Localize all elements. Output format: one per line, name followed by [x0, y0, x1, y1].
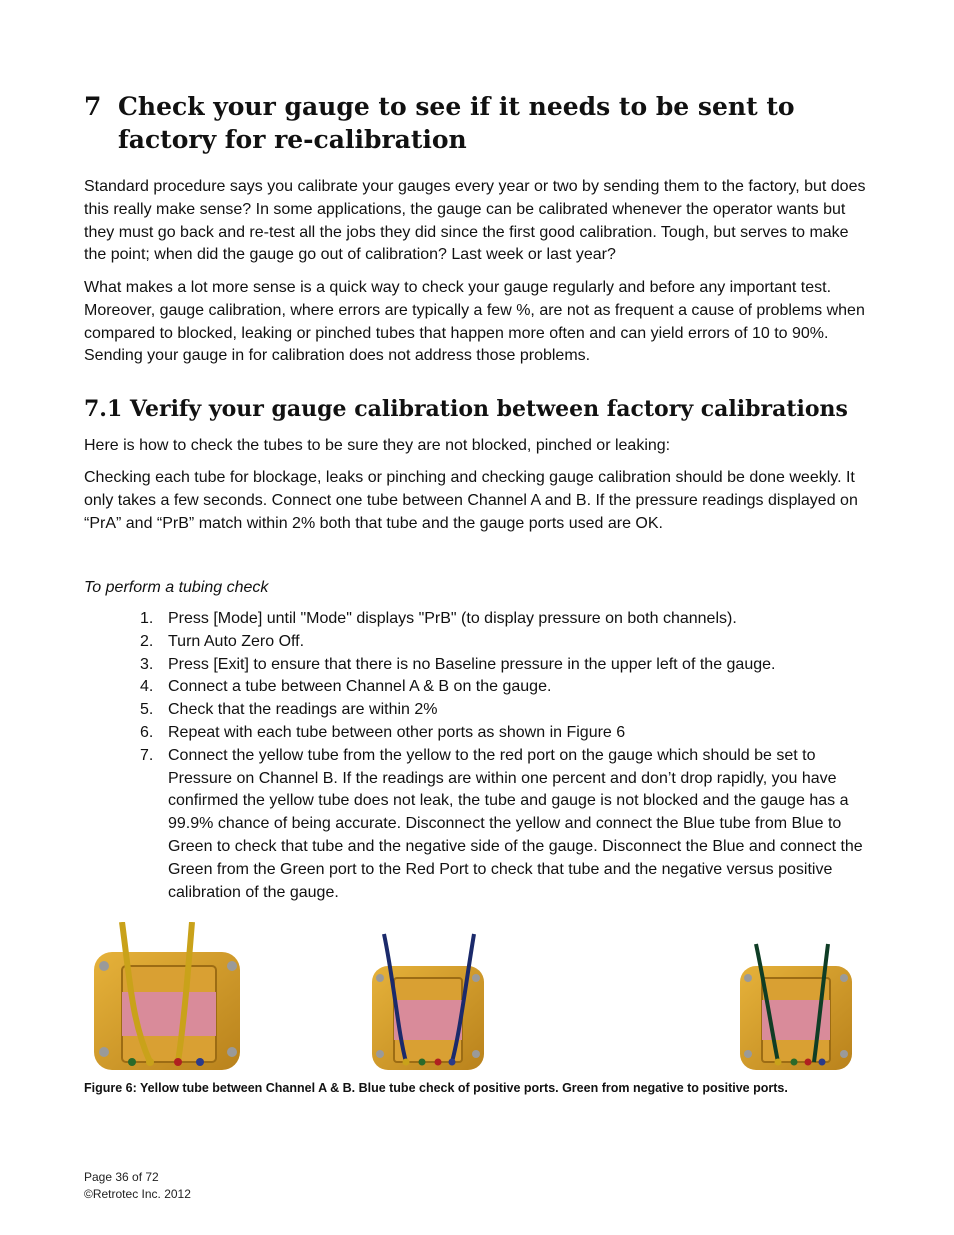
step-number: 7. [140, 746, 154, 764]
step-text: Connect a tube between Channel A & B on the gauge. [168, 678, 552, 696]
screw-icon [840, 1050, 848, 1058]
list-item [84, 631, 864, 654]
port-icon [128, 1058, 136, 1066]
list-item [84, 608, 864, 631]
yellow-tube-photo [92, 922, 244, 1070]
screw-icon [227, 961, 237, 971]
gauge-display [394, 1000, 462, 1040]
port-icon [403, 1059, 410, 1066]
step-text: Turn Auto Zero Off. [168, 632, 305, 650]
screw-icon [744, 1050, 752, 1058]
step-text: Repeat with each tube between other ports as shown in Figure 6 [168, 723, 626, 741]
step-number: 5. [140, 701, 154, 719]
section-paragraph-1: Here is how to check the tubes to be sure they are not blocked, pinched or leaking: [84, 437, 671, 454]
list-item [84, 676, 864, 699]
step-text: Press [Mode] until "Mode" displays "PrB" (to display pressure on both channels). [168, 610, 737, 627]
procedure-steps [84, 608, 864, 904]
section-paragraph-2: Checking each tube for blockage, leaks or pinching and checking gauge calibration should be done weekly. It only takes a few seconds. Connect one tube between Channel A and B. If the pressure readings displayed on “PrA” and “PrB” match within 2% both that tube and the gauge ports used are OK. [84, 469, 858, 532]
section-heading: 7.1 Verify your gauge calibration between factory calibrations [84, 396, 848, 422]
port-icon [819, 1059, 826, 1066]
procedure-title: To perform a tubing check [84, 579, 269, 596]
list-item [84, 722, 864, 745]
figure-caption: Figure 6: Yellow tube between Channel A & B. Blue tube check of positive ports. Green from negative to positive ports. [84, 1081, 788, 1095]
intro-paragraph-1: Standard procedure says you calibrate your gauges every year or two by sending them to the factory, but does this really make sense? In some applications, the gauge can be calibrated whenever the operator wants but they must go back and re-test all the jobs they did since the first good calibration. Tough, but serves to make the point; when did the gauge go out of calibration? Last week or last year? [84, 178, 866, 264]
screw-icon [99, 961, 109, 971]
chapter-title: Check your gauge to see if it needs to be sent to factory for re-calibration [118, 92, 795, 154]
screw-icon [472, 1050, 480, 1058]
intro-paragraph-2: What makes a lot more sense is a quick way to check your gauge regularly and before any important test. Moreover, gauge calibration, where errors are typically a few %, are not as frequent a cause of problems when compared to blocked, leaking or pinched tubes that happen more often and can yield errors of 10 to 90%. Sending your gauge in for calibration does not address those problems. [84, 279, 865, 365]
step-text: Connect the yellow tube from the yellow to the red port on the gauge which should be set to Pressure on Channel B. If the readings are within one percent and don’t drop rapidly, you have confirmed the yellow tube does not leak, the tube and gauge is not blocked and the gauge has a 99.9% chance of being accurate. Disconnect the yellow and connect the Blue tube from Blue to Green to check that tube and the negative side of the gauge. Disconnect the Blue and connect the Green from the Green port to the Red Port to check that tube and the negative versus positive calibration of the gauge. [168, 746, 863, 901]
screw-icon [376, 1050, 384, 1058]
page-footer [84, 1169, 191, 1203]
step-number: 1. [140, 610, 154, 627]
port-icon [146, 1058, 154, 1066]
blue-tube-photo [370, 922, 486, 1070]
screw-icon [840, 974, 848, 982]
page-number: Page 36 of 72 [84, 1170, 159, 1184]
list-item [84, 745, 864, 905]
step-number: 2. [140, 632, 154, 650]
step-number: 6. [140, 723, 154, 741]
port-icon [174, 1058, 182, 1066]
screw-icon [227, 1047, 237, 1057]
screw-icon [744, 974, 752, 982]
port-icon [435, 1059, 442, 1066]
list-item [84, 654, 864, 677]
chapter-number: 7 [84, 92, 102, 121]
step-text: Check that the readings are within 2% [168, 701, 438, 719]
port-icon [805, 1059, 812, 1066]
port-icon [775, 1059, 782, 1066]
copyright: ©Retrotec Inc. 2012 [84, 1187, 191, 1201]
chapter-heading [84, 90, 884, 156]
port-icon [196, 1058, 204, 1066]
screw-icon [376, 974, 384, 982]
port-icon [419, 1059, 426, 1066]
step-number: 3. [140, 655, 154, 673]
port-icon [449, 1059, 456, 1066]
screw-icon [99, 1047, 109, 1057]
screw-icon [472, 974, 480, 982]
step-text: Press [Exit] to ensure that there is no Baseline pressure in the upper left of the gauge. [168, 655, 776, 673]
port-icon [791, 1059, 798, 1066]
list-item [84, 699, 864, 722]
step-number: 4. [140, 678, 154, 696]
green-tube-photo [738, 922, 854, 1070]
